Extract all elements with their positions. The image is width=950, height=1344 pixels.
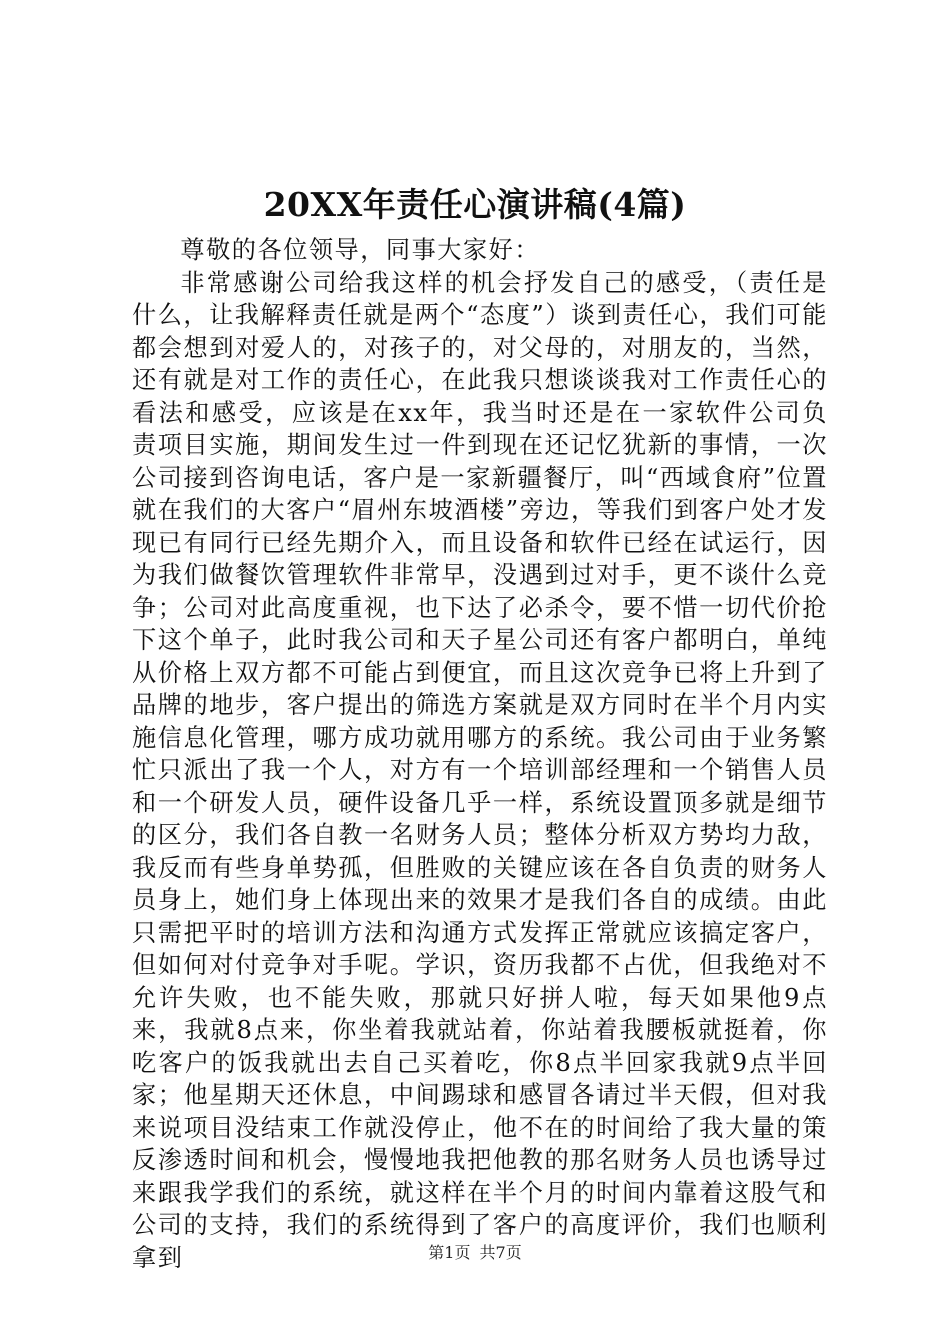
document-body [132, 234, 828, 1274]
page-number: 第1页 [428, 1243, 471, 1262]
page-total: 共7页 [479, 1243, 522, 1262]
document-title: 20XX年责任心演讲稿(4篇) [263, 185, 687, 224]
page-footer [0, 1242, 950, 1264]
greeting-paragraph: 尊敬的各位领导，同事大家好： [180, 236, 541, 264]
body-paragraph: 非常感谢公司给我这样的机会抒发自己的感受，（责任是什么，让我解释责任就是两个“态度”）谈到责任心，我们可能都会想到对爱人的，对孩子的，对父母的，对朋友的，当然，还有就是对工作的责任心，在此我只想谈谈我对工作责任心的看法和感受，应该是在xx年，我当时还是在一家软件公司负责项目实施，期间发生过一件到现在还记忆犹新的事情，一次公司接到咨询电话，客户是一家新疆餐厅，叫“西域食府”位置就在我们的大客户“眉州东坡酒楼”旁边，等我们到客户处才发现已有同行已经先期介入，而且设备和软件已经在试运行，因为我们做餐饮管理软件非常早，没遇到过对手，更不谈什么竞争；公司对此高度重视，也下达了必杀令，要不惜一切代价抢下这个单子，此时我公司和天子星公司还有客户都明白，单纯从价格上双方都不可能占到便宜，而且这次竞争已将上升到了品牌的地步，客户提出的筛选方案就是双方同时在半个月内实施信息化管理，哪方成功就用哪方的系统。我公司由于业务繁忙只派出了我一个人，对方有一个培训部经理和一个销售人员和一个研发人员，硬件设备几乎一样，系统设置顶多就是细节的区分，我们各自教一名财务人员；整体分析双方势均力敌，我反而有些身单势孤，但胜败的关键应该在各自负责的财务人员身上，她们身上体现出来的效果才是我们各自的成绩。由此只需把平时的培训方法和沟通方式发挥正常就应该搞定客户，但如何对付竞争对手呢。学识，资历我都不占优，但我绝对不允许失败，也不能失败，那就只好拼人啦，每天如果他9点来，我就8点来，你坐着我就站着，你站着我腰板就挺着，你吃客户的饭我就出去自己买着吃，你8点半回家我就9点半回家；他星期天还休息，中间踢球和感冒各请过半天假，但对我来说项目没结束工作就没停止，他不在的时间给了我大量的策反渗透时间和机会，慢慢地我把他教的那名财务人员也诱导过来跟我学我们的系统，就这样在半个月的时间内靠着这股气和公司的支持，我们的系统得到了客户的高度评价，我们也顺利拿到 [132, 268, 828, 1272]
